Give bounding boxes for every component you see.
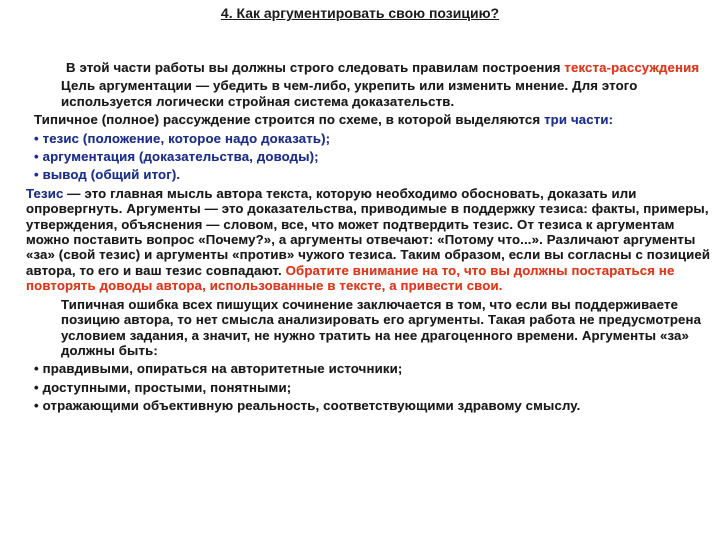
- list-item: • правдивыми, опираться на авторитетные источники;: [34, 361, 403, 377]
- scheme-paragraph: [34, 112, 712, 127]
- scheme-text: Типичное (полное) рассуждение строится по схеме, в которой выделяются: [34, 112, 545, 128]
- intro-paragraph: [34, 60, 712, 75]
- intro-highlight: текста-рассуждения: [564, 60, 700, 75]
- list-item: • отражающими объективную реальность, соответствующими здравому смыслу.: [34, 398, 581, 414]
- body-text: [26, 60, 712, 414]
- error-paragraph: Типичная ошибка всех пишущих сочинение заключается в том, что если вы поддерживаете позицию автора, то нет смысла анализировать его аргументы. Такая работа не предусмотрена условием задания, а значит, не нужно тратить на нее драгоценного времени. Аргументы «за» должны быть:: [61, 296, 702, 358]
- thesis-term: Тезис: [26, 185, 64, 201]
- goal-paragraph: Цель аргументации — убедить в чем-либо, укрепить или изменить мнение. Для этого используется логически стройная система доказательств.: [61, 78, 638, 109]
- thesis-text: — это главная мысль автора текста, которую необходимо обосновать, доказать или опровергнуть. Аргументы — это доказательства, приводимые в поддержку тезиса: факты, примеры, утверждения, объяснения — словом, все, что может подтвердить тезис. От тезиса к аргументам можно поставить вопрос «Почему?», а аргументы отвечают: «Потому что...». Различают аргументы «за» (свой тезис) и аргументы «против» чужого тезиса. Таким образом, если вы согласны с позицией автора, то его и ваш тезис совпадают.: [26, 185, 711, 278]
- list-item: • аргументация (доказательства, доводы);: [34, 149, 319, 165]
- thesis-highlight: Обратите внимание на то, что вы должны постараться не повторять доводы автора, использованные в тексте, а привести свои.: [26, 262, 675, 294]
- list-item: • тезис (положение, которое надо доказать);: [34, 130, 331, 146]
- scheme-highlight: три части:: [544, 112, 614, 128]
- list-item: • вывод (общий итог).: [34, 167, 181, 183]
- intro-text: В этой части работы вы должны строго следовать правилам построения: [66, 60, 565, 75]
- thesis-paragraph: [26, 186, 712, 294]
- list-item: • доступными, простыми, понятными;: [34, 379, 292, 395]
- page-title: 4. Как аргументировать свою позицию?: [220, 5, 500, 21]
